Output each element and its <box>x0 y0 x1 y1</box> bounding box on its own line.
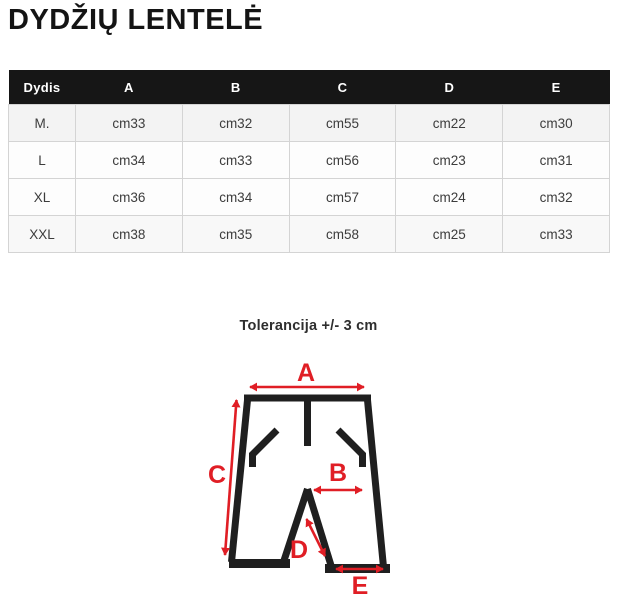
measure-label-b: B <box>328 459 348 487</box>
header-cell-d: D <box>396 70 503 105</box>
header-cell-c: C <box>289 70 396 105</box>
value-cell: cm33 <box>182 142 289 179</box>
measure-label-c: C <box>207 461 227 489</box>
value-cell: cm34 <box>182 179 289 216</box>
header-cell-b: B <box>182 70 289 105</box>
measure-label-a: A <box>296 359 316 387</box>
size-table <box>8 70 610 253</box>
page-title: DYDŽIŲ LENTELĖ <box>8 4 264 36</box>
value-cell: cm33 <box>76 105 183 142</box>
size-table-header <box>9 70 610 105</box>
value-cell: cm22 <box>396 105 503 142</box>
size-cell: XL <box>9 179 76 216</box>
header-cell-e: E <box>503 70 610 105</box>
measure-label-e: E <box>351 572 369 600</box>
value-cell: cm58 <box>289 216 396 253</box>
value-cell: cm38 <box>76 216 183 253</box>
header-cell-a: A <box>76 70 183 105</box>
table-row-m <box>9 105 610 142</box>
value-cell: cm57 <box>289 179 396 216</box>
size-cell: M. <box>9 105 76 142</box>
size-cell: L <box>9 142 76 179</box>
table-row-l <box>9 142 610 179</box>
value-cell: cm56 <box>289 142 396 179</box>
value-cell: cm30 <box>503 105 610 142</box>
size-cell: XXL <box>9 216 76 253</box>
measure-label-d: D <box>289 536 309 564</box>
value-cell: cm34 <box>76 142 183 179</box>
value-cell: cm32 <box>182 105 289 142</box>
value-cell: cm31 <box>503 142 610 179</box>
value-cell: cm35 <box>182 216 289 253</box>
value-cell: cm32 <box>503 179 610 216</box>
value-cell: cm36 <box>76 179 183 216</box>
header-cell-size: Dydis <box>9 70 76 105</box>
value-cell: cm55 <box>289 105 396 142</box>
size-table-body <box>9 105 610 253</box>
value-cell: cm23 <box>396 142 503 179</box>
shorts-measurement-diagram <box>0 350 617 600</box>
table-row-xl <box>9 179 610 216</box>
right-side-seam <box>368 400 384 567</box>
value-cell: cm25 <box>396 216 503 253</box>
value-cell: cm24 <box>396 179 503 216</box>
table-row-xxl <box>9 216 610 253</box>
left-pocket-line <box>253 430 278 467</box>
tolerance-note: Tolerancija +/- 3 cm <box>239 318 378 334</box>
header-row <box>9 70 610 105</box>
value-cell: cm33 <box>503 216 610 253</box>
